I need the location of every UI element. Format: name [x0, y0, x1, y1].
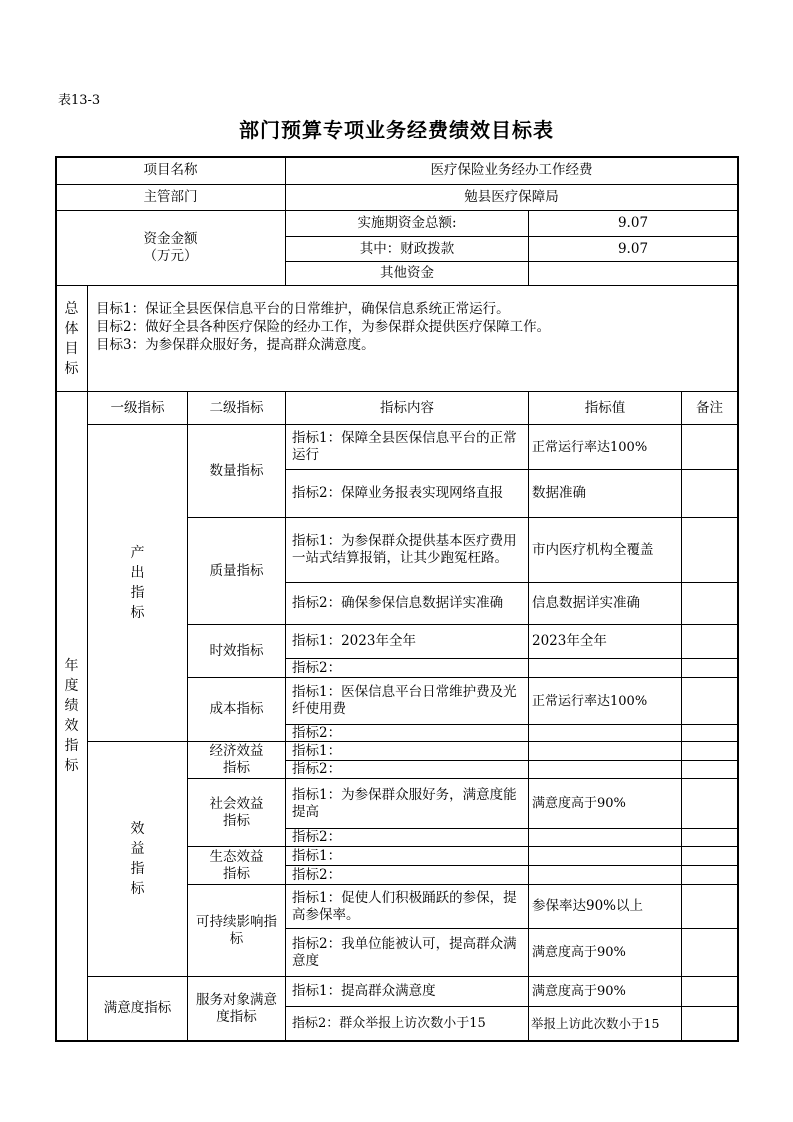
- quality-item-2: 指标2：确保参保信息数据详实准确: [292, 595, 504, 611]
- service-label: 服务对象满意度指标: [196, 991, 277, 1025]
- economic-item-2: 指标2：: [292, 761, 342, 777]
- sustain-value-2: 满意度高于90%: [532, 945, 626, 960]
- project-label: 项目名称: [143, 162, 198, 178]
- funds-label-text: 资金金额: [143, 231, 198, 247]
- funds-fiscal-label: 其中：财政拨款: [359, 240, 455, 257]
- dept-value: 勉县医疗保障局: [464, 189, 559, 205]
- quantity-value-1: 正常运行率达100%: [532, 439, 648, 455]
- quantity-label: 数量指标: [209, 462, 264, 479]
- overall-label: 总体目标: [64, 300, 79, 377]
- quality-label: 质量指标: [209, 562, 264, 579]
- dept-label: 主管部门: [143, 189, 198, 205]
- satisfaction-indicator-label: 满意度指标: [103, 1000, 172, 1016]
- quality-value-2: 信息数据详实准确: [532, 595, 640, 611]
- header-level1: 一级指标: [110, 399, 165, 416]
- header-level2: 二级指标: [209, 399, 264, 416]
- time-label: 时效指标: [209, 642, 264, 659]
- service-value-2: 举报上访此次数小于15: [531, 1016, 660, 1031]
- header-content: 指标内容: [380, 399, 434, 416]
- eco-item-1: 指标1：: [292, 847, 342, 864]
- benefit-indicator-label: 效益指标: [130, 821, 145, 897]
- time-item-1: 指标1：2023年全年: [292, 633, 416, 649]
- social-item-1: 指标1：为参保群众服好务，满意度能提高: [292, 786, 517, 820]
- sustain-item-2: 指标2：我单位能被认可，提高群众满意度: [292, 935, 517, 969]
- economic-label: 经济效益指标: [209, 743, 264, 776]
- target-line: 目标1：保证全县医保信息平台的日常维护，确保信息系统正常运行。: [96, 301, 510, 317]
- annual-indicator-label: 年度绩效指标: [64, 658, 79, 774]
- sustain-value-1: 参保率达90%以上: [532, 898, 644, 914]
- funds-other-label: 其他资金: [380, 265, 434, 281]
- service-item-1: 指标1：提高群众满意度: [292, 983, 436, 999]
- sustain-item-1: 指标1：促使人们积极踊跃的参保，提高参保率。: [292, 889, 517, 923]
- quantity-item-1: 指标1：保障全县医保信息平台的正常运行: [292, 430, 517, 463]
- line: [681, 391, 682, 1041]
- page-title: 部门预算专项业务经费绩效目标表: [239, 118, 554, 142]
- service-item-2: 指标2：群众举报上访次数小于15: [292, 1016, 486, 1031]
- time-item-2: 指标2：: [292, 659, 342, 676]
- cost-item-1: 指标1：医保信息平台日常维护费及光纤使用费: [292, 684, 517, 717]
- target-line: 目标2：做好全县各种医疗保险的经办工作，为参保群众提供医疗保障工作。: [96, 319, 551, 335]
- funds-unit: （万元）: [143, 248, 198, 264]
- funds-label: [56, 211, 285, 285]
- quality-item-1: 指标1：为参保群众提供基本医疗费用一站式结算报销，让其少跑冤枉路。: [292, 533, 517, 566]
- cost-value-1: 正常运行率达100%: [532, 693, 648, 709]
- funds-total-label: 实施期资金总额:: [357, 215, 457, 231]
- quantity-item-2: 指标2：保障业务报表实现网络直报: [292, 485, 504, 501]
- eco-item-2: 指标2：: [292, 866, 342, 883]
- quality-value-1: 市内医疗机构全覆盖: [532, 541, 654, 558]
- social-value-1: 满意度高于90%: [532, 796, 626, 811]
- overall-targets: [96, 300, 786, 354]
- social-label: 社会效益指标: [209, 795, 264, 829]
- border-right: [737, 156, 739, 1042]
- header-value: 指标值: [584, 399, 626, 416]
- quantity-value-2: 数据准确: [532, 485, 586, 501]
- sustain-label: 可持续影响指标: [196, 913, 277, 947]
- target-line: 目标3：为参保群众服好务，提高群众满意度。: [96, 337, 375, 353]
- header-note: 备注: [696, 399, 723, 416]
- economic-item-1: 指标1：: [292, 742, 342, 759]
- cost-item-2: 指标2：: [292, 725, 342, 741]
- time-value-1: 2023年全年: [532, 633, 607, 649]
- funds-other-value: [529, 262, 737, 285]
- service-value-1: 满意度高于90%: [532, 984, 626, 999]
- project-value: 医疗保险业务经办工作经费: [430, 162, 593, 178]
- funds-total-value: 9.07: [617, 215, 649, 231]
- funds-fiscal-value: 9.07: [617, 240, 649, 257]
- eco-label: 生态效益指标: [209, 848, 264, 882]
- line: [55, 285, 738, 286]
- output-indicator-label: 产出指标: [130, 545, 145, 621]
- cost-label: 成本指标: [209, 701, 264, 717]
- table-number: 表13-3: [58, 93, 101, 108]
- border-bottom: [55, 1040, 738, 1042]
- social-item-2: 指标2：: [292, 829, 342, 845]
